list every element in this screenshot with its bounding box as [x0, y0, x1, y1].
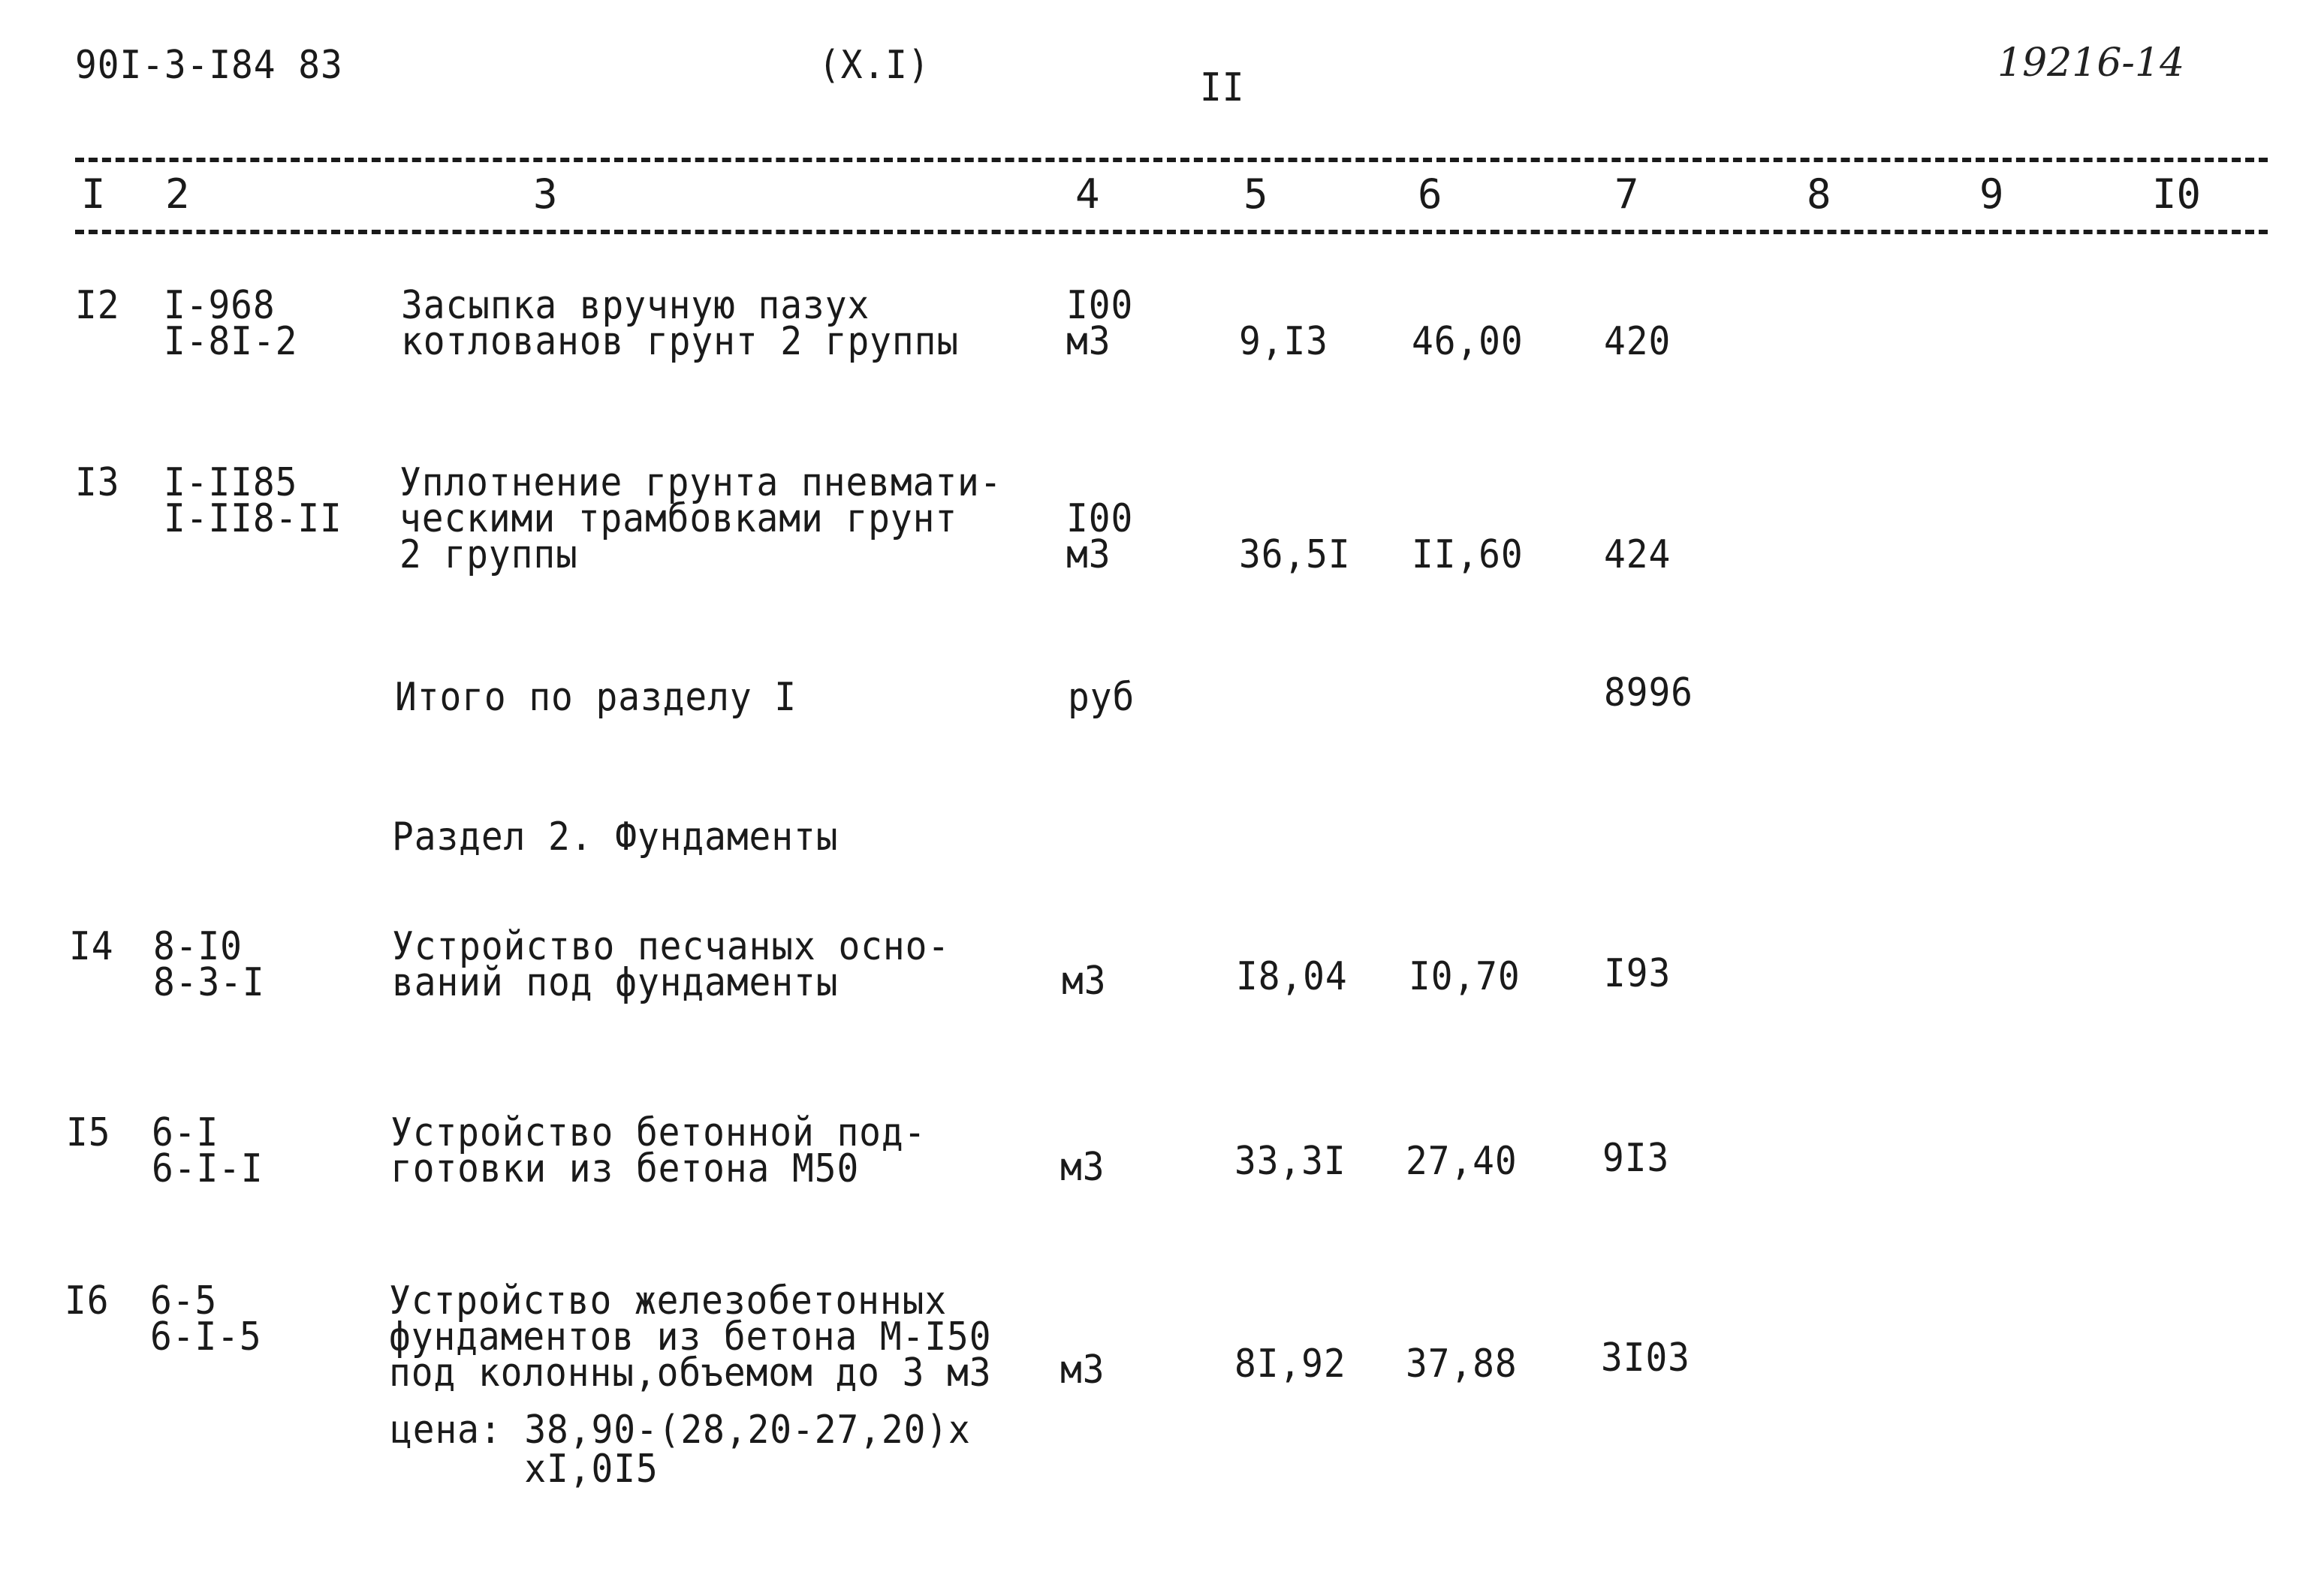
row-unit: м3	[1060, 1145, 1105, 1190]
document-code: 90I-3-I84 83	[75, 43, 343, 88]
row-code: 6-I	[152, 1110, 219, 1155]
row-number: I6	[65, 1278, 110, 1323]
row-quantity: I8,04	[1236, 954, 1348, 999]
row-description: Уплотнение грунта пневмати-	[399, 460, 1002, 505]
col-header-6: 6	[1418, 170, 1442, 218]
row-total: 424	[1604, 532, 1671, 577]
row-unit: I00	[1066, 496, 1134, 541]
row-unit: м3	[1062, 959, 1107, 1004]
row-unit: м3	[1060, 1348, 1105, 1393]
row-description: Засыпка вручную пазух	[401, 283, 870, 328]
row-price: 27,40	[1406, 1139, 1518, 1184]
subtotal-total: 8996	[1604, 670, 1693, 715]
row-price: I0,70	[1409, 954, 1521, 999]
col-header-7: 7	[1614, 170, 1639, 218]
row-description: Устройство железобетонных	[389, 1278, 948, 1323]
subtotal-unit: руб	[1068, 675, 1135, 720]
row-unit: I00	[1066, 283, 1134, 328]
row-quantity: 33,3I	[1234, 1139, 1346, 1184]
row-code: I-968	[164, 283, 276, 328]
row-code: I-II85	[164, 460, 298, 505]
row-code: 8-3-I	[153, 960, 265, 1005]
row-unit: м3	[1066, 319, 1111, 364]
row-description: Устройство бетонной под-	[390, 1110, 927, 1155]
row-price: 37,88	[1406, 1342, 1518, 1387]
row-code: I-II8-II	[164, 496, 342, 541]
price-note: цена: 38,90-(28,20-27,20)х	[390, 1408, 971, 1453]
row-total: 9I3	[1602, 1136, 1670, 1181]
row-code: 6-I-I	[152, 1146, 264, 1191]
row-code: I-8I-2	[164, 319, 298, 364]
row-code: 6-5	[150, 1278, 218, 1323]
row-number: I4	[69, 924, 114, 969]
row-total: 420	[1604, 319, 1671, 364]
row-description: котлованов грунт 2 группы	[401, 319, 960, 364]
row-price: II,60	[1412, 532, 1524, 577]
row-code: 6-I-5	[150, 1314, 262, 1360]
row-code: 8-I0	[153, 924, 243, 969]
row-number: I2	[75, 283, 120, 328]
row-quantity: 8I,92	[1234, 1342, 1346, 1387]
row-description: под колонны,объемом до 3 м3	[389, 1351, 992, 1396]
col-header-9: 9	[1979, 170, 2004, 218]
col-header-1: I	[81, 170, 106, 218]
col-header-2: 2	[165, 170, 190, 218]
volume-label: (X.I)	[818, 43, 930, 88]
row-quantity: 36,5I	[1239, 532, 1351, 577]
row-quantity: 9,I3	[1239, 319, 1328, 364]
col-header-3: 3	[533, 170, 558, 218]
section-heading: Раздел 2. Фундаменты	[392, 815, 839, 860]
header-top-rule	[75, 158, 2268, 162]
row-total: I93	[1604, 951, 1671, 996]
row-description: готовки из бетона М50	[390, 1146, 860, 1191]
row-description: ческими трамбовками грунт	[399, 496, 958, 541]
row-number: I3	[75, 460, 120, 505]
price-note: хI,0I5	[390, 1447, 659, 1492]
header-bottom-rule	[75, 230, 2268, 234]
subtotal-label: Итого по разделу I	[395, 675, 797, 720]
row-description: Устройство песчаных осно-	[392, 924, 951, 969]
col-header-8: 8	[1807, 170, 1831, 218]
col-header-5: 5	[1243, 170, 1268, 218]
row-description: фундаментов из бетона М-I50	[389, 1314, 992, 1360]
row-total: 3I03	[1601, 1336, 1690, 1381]
col-header-10: I0	[2152, 170, 2202, 218]
row-unit: м3	[1066, 532, 1111, 577]
row-price: 46,00	[1412, 319, 1524, 364]
row-description: 2 группы	[399, 532, 578, 577]
row-number: I5	[66, 1110, 111, 1155]
page-number: II	[1200, 65, 1245, 110]
inventory-number: 19216-14	[1997, 41, 2185, 86]
row-description: ваний под фундаменты	[392, 960, 839, 1005]
col-header-4: 4	[1075, 170, 1100, 218]
